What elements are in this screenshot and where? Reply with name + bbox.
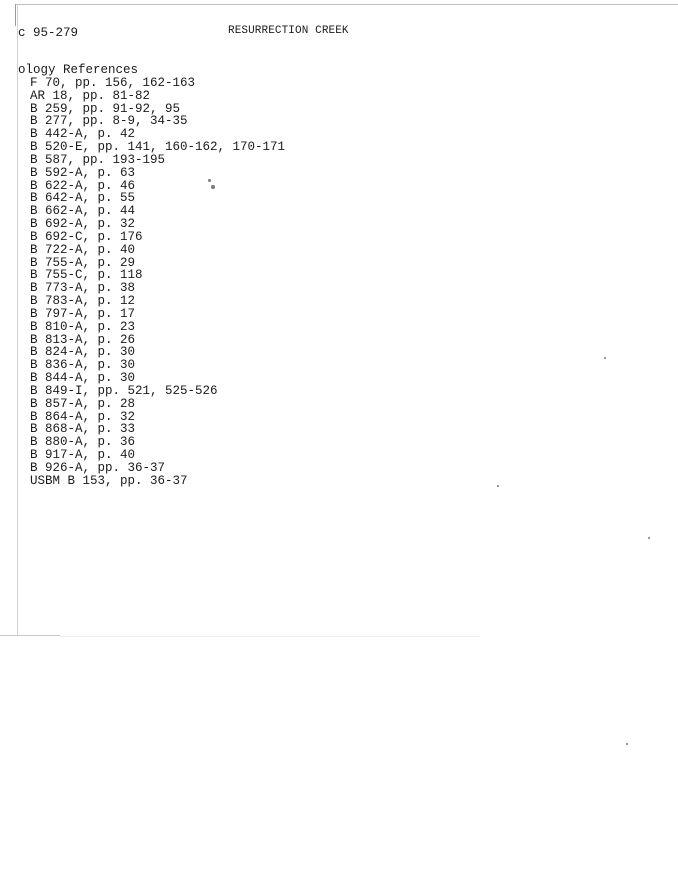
scan-speck [626, 743, 628, 745]
scan-speck [497, 485, 499, 487]
scan-speck [604, 357, 606, 359]
reference-entry: B 592-A, p. 63 [30, 165, 136, 180]
reference-list [30, 77, 285, 488]
scan-speck [211, 185, 215, 189]
reference-entry: B 864-A, p. 32 [30, 409, 136, 424]
reference-entry: F 70, pp. 156, 162-163 [30, 76, 196, 90]
reference-entry: B 824-A, p. 30 [30, 345, 136, 360]
reference-entry: B 755-C, p. 118 [30, 268, 143, 283]
reference-entry: B 587, pp. 193-195 [30, 152, 166, 167]
card-left-edge [17, 4, 18, 636]
reference-entry: USBM B 153, pp. 36-37 [30, 473, 188, 488]
reference-entry: B 755-A, p. 29 [30, 255, 136, 270]
reference-entry: B 783-A, p. 12 [30, 294, 136, 309]
reference-entry: B 926-A, pp. 36-37 [30, 460, 166, 475]
reference-entry: B 797-A, p. 17 [30, 306, 136, 321]
reference-entry: B 662-A, p. 44 [30, 204, 136, 219]
record-id: c 95-279 [18, 26, 79, 40]
reference-entry: B 259, pp. 91-92, 95 [30, 101, 181, 116]
card-bottom-edge-faint [60, 636, 480, 637]
card-corner-mark [15, 4, 16, 26]
reference-entry: B 868-A, p. 33 [30, 422, 136, 437]
reference-entry: B 442-A, p. 42 [30, 127, 136, 142]
reference-entry: AR 18, pp. 81-82 [30, 88, 151, 103]
reference-entry: B 844-A, p. 30 [30, 371, 136, 386]
reference-entry: B 773-A, p. 38 [30, 281, 136, 296]
card-top-edge [16, 4, 678, 5]
reference-entry: B 917-A, p. 40 [30, 448, 136, 463]
record-title: RESURRECTION CREEK [228, 25, 349, 37]
reference-entry: B 520-E, pp. 141, 160-162, 170-171 [30, 140, 286, 155]
reference-entry: B 722-A, p. 40 [30, 242, 136, 257]
scan-speck [208, 179, 211, 182]
reference-entry: B 857-A, p. 28 [30, 396, 136, 411]
reference-entry: B 642-A, p. 55 [30, 191, 136, 206]
reference-entry: B 849-I, pp. 521, 525-526 [30, 383, 218, 398]
card-bottom-edge [0, 635, 60, 636]
reference-entry: B 880-A, p. 36 [30, 435, 136, 450]
reference-entry: B 836-A, p. 30 [30, 358, 136, 373]
reference-entry: B 810-A, p. 23 [30, 319, 136, 334]
reference-entry: B 692-C, p. 176 [30, 229, 143, 244]
reference-entry: B 692-A, p. 32 [30, 217, 136, 232]
section-heading: ology References [18, 63, 139, 77]
reference-entry: B 622-A, p. 46 [30, 178, 136, 193]
reference-entry: B 813-A, p. 26 [30, 332, 136, 347]
scan-speck [648, 537, 650, 539]
reference-entry: B 277, pp. 8-9, 34-35 [30, 114, 188, 129]
